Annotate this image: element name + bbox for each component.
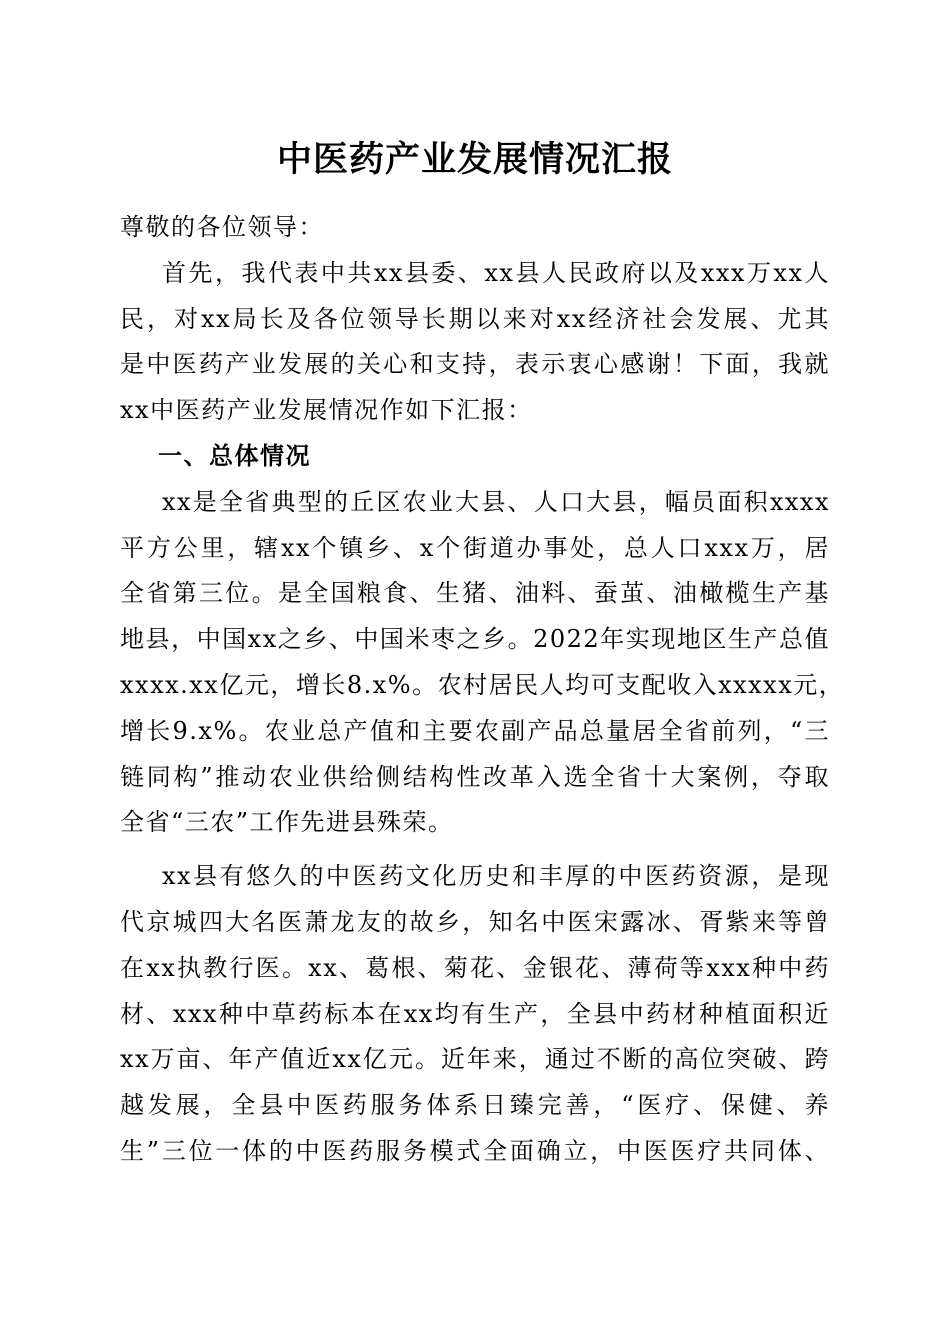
paragraph-1: [120, 251, 830, 434]
text-line: 在xx执教行医。xx、葛根、菊花、金银花、薄荷等xxx种中药: [120, 953, 830, 982]
text-line: 平方公里，辖xx个镇乡、x个街道办事处，总人口xxx万，居: [120, 533, 830, 562]
text-line: 代京城四大名医萧龙友的故乡，知名中医宋露冰、胥紫来等曾: [120, 907, 830, 936]
text-line: xx中医药产业发展情况作如下汇报：: [120, 396, 533, 425]
salutation: 尊敬的各位领导：: [120, 213, 324, 241]
text-line: xx县有悠久的中医药文化历史和丰厚的中医药资源，是现: [162, 862, 830, 891]
paragraph-spacer: [120, 846, 830, 854]
text-line: xx是全省典型的丘区农业大县、人口大县，幅员面积xxxx: [162, 487, 830, 516]
paragraph-2: [120, 480, 845, 846]
document-body: [120, 205, 845, 1175]
text-line: 链同构”推动农业供给侧结构性改革入选全省十大案例，夺取: [120, 762, 830, 791]
text-line: 越发展，全县中医药服务体系日臻完善，“医疗、保健、养: [120, 1091, 830, 1120]
paragraph-3: [120, 854, 830, 1175]
text-line: 地县，中国xx之乡、中国米枣之乡。2022年实现地区生产总值: [120, 625, 830, 654]
text-line: 民，对xx局长及各位领导长期以来对xx经济社会发展、尤其: [120, 304, 830, 333]
section-heading: 一、总体情况: [158, 441, 311, 470]
text-line: 首先，我代表中共xx县委、xx县人民政府以及xxx万xx人: [162, 258, 830, 287]
text-line: 全省第三位。是全国粮食、生猪、油料、蚕茧、油橄榄生产基: [120, 579, 830, 608]
document-title: 中医药产业发展情况汇报: [276, 139, 673, 180]
text-line: 全省“三农”工作先进县殊荣。: [120, 808, 454, 837]
text-line: 材、xxx种中草药标本在xx均有生产，全县中药材种植面积近: [120, 999, 830, 1028]
text-line: 生”三位一体的中医药服务模式全面确立，中医医疗共同体、: [120, 1136, 830, 1165]
text-line: xxxx.xx亿元，增长8.x%。农村居民人均可支配收入xxxxx元，: [120, 670, 845, 699]
text-line: xx万亩、年产值近xx亿元。近年来，通过不断的高位突破、跨: [120, 1045, 830, 1074]
text-line: 增长9.x%。农业总产值和主要农副产品总量居全省前列，“三: [120, 716, 830, 745]
text-line: 是中医药产业发展的关心和支持，表示衷心感谢！下面，我就: [120, 350, 830, 379]
